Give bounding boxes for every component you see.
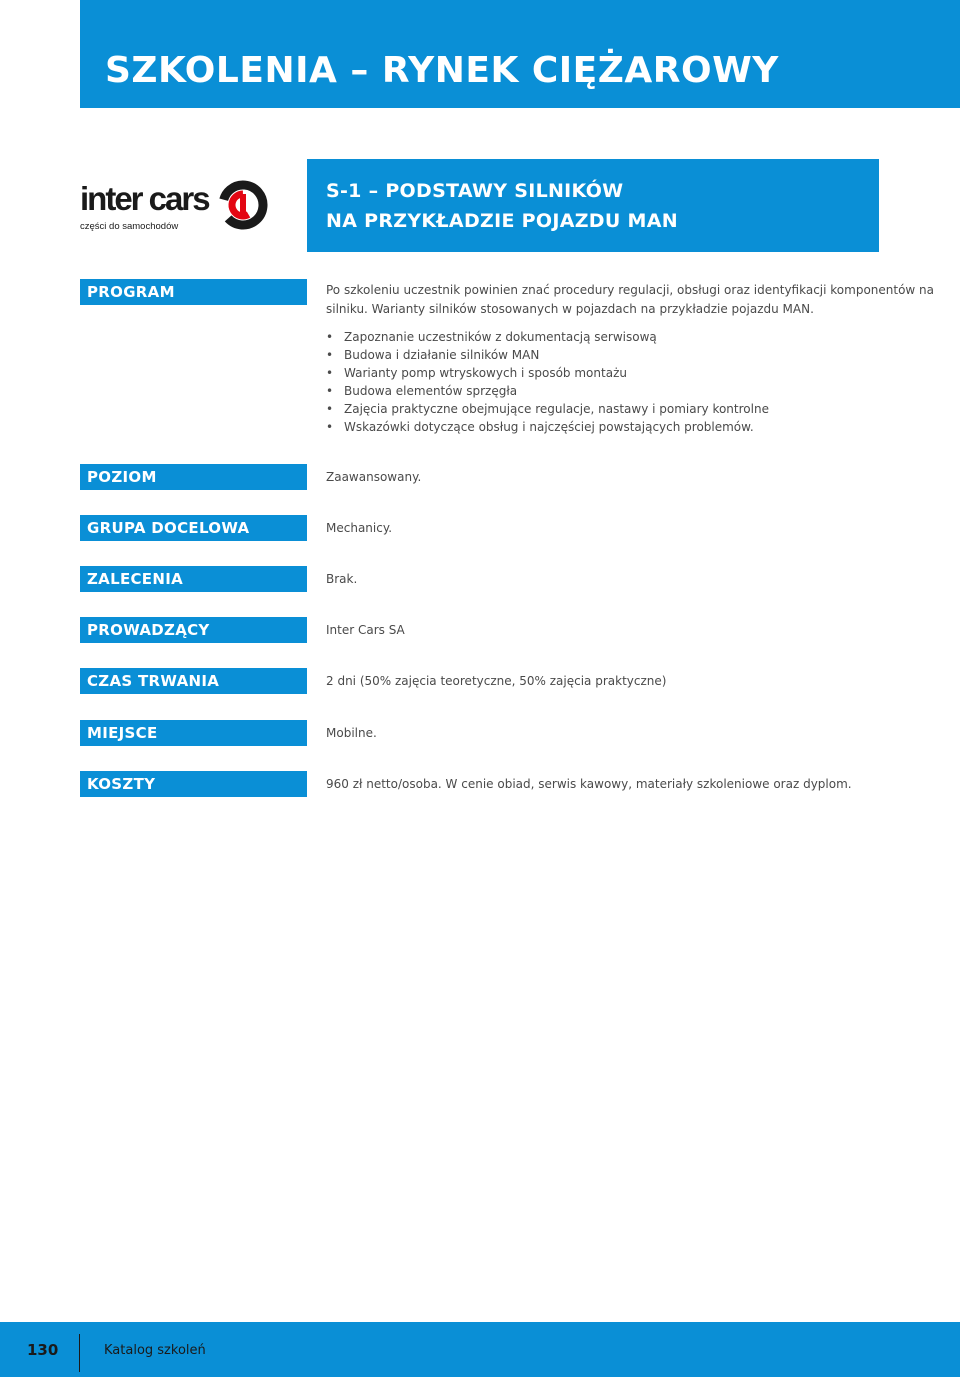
footer-band — [0, 1322, 960, 1377]
list-item: • Wskazówki dotyczące obsług i najczęściej powstających problemów. — [326, 420, 754, 434]
logo-wordmark: inter cars — [80, 180, 209, 217]
prowadzacy-value: Inter Cars SA — [326, 623, 405, 637]
zalecenia-value: Brak. — [326, 572, 358, 586]
list-item: • Warianty pomp wtryskowych i sposób montażu — [326, 366, 627, 380]
footer-divider — [79, 1334, 80, 1372]
miejsce-label: MIEJSCE — [80, 720, 307, 746]
program-content — [326, 281, 935, 436]
czas-trwania-value: 2 dni (50% zajęcia teoretyczne, 50% zajęcia praktyczne) — [326, 674, 667, 688]
program-label: PROGRAM — [80, 279, 307, 305]
grupa-docelowa-value: Mechanicy. — [326, 521, 393, 535]
poziom-label: POZIOM — [80, 464, 307, 490]
miejsce-value: Mobilne. — [326, 726, 377, 740]
czas-trwania-label: CZAS TRWANIA — [80, 668, 307, 694]
header-band — [80, 0, 960, 108]
prowadzacy-label: PROWADZĄCY — [80, 617, 307, 643]
list-item: • Budowa elementów sprzęgła — [326, 384, 518, 398]
koszty-label: KOSZTY — [80, 771, 307, 797]
course-title-line-2: NA PRZYKŁADZIE POJAZDU MAN — [326, 210, 678, 232]
poziom-value: Zaawansowany. — [326, 470, 422, 484]
bullet-icon: • — [326, 420, 334, 434]
logo-tagline: części do samochodów — [80, 221, 179, 232]
program-intro-line-2: silniku. Warianty silników stosowanych w pojazdach na przykładzie pojazdu MAN. — [326, 302, 814, 316]
program-intro-line-1: Po szkoleniu uczestnik powinien znać procedury regulacji, obsługi oraz identyfikacji komponentów na — [326, 283, 935, 297]
course-title-box — [307, 159, 879, 252]
inter-cars-logo — [80, 180, 270, 235]
bullet-icon: • — [326, 366, 334, 380]
logo-mark-icon — [218, 180, 268, 230]
zalecenia-label: ZALECENIA — [80, 566, 307, 592]
list-item: • Zapoznanie uczestników z dokumentacją serwisową — [326, 330, 657, 344]
bullet-icon: • — [326, 384, 334, 398]
page-number: 130 — [27, 1341, 59, 1359]
course-title-line-1: S-1 – PODSTAWY SILNIKÓW — [326, 180, 624, 202]
program-list — [326, 328, 886, 436]
list-item: • Budowa i działanie silników MAN — [326, 348, 540, 362]
bullet-icon: • — [326, 402, 334, 416]
koszty-value: 960 zł netto/osoba. W cenie obiad, serwis kawowy, materiały szkoleniowe oraz dyplom. — [326, 777, 852, 791]
page-title: SZKOLENIA – RYNEK CIĘŻAROWY — [105, 50, 779, 91]
bullet-icon: • — [326, 348, 334, 362]
bullet-icon: • — [326, 330, 334, 344]
catalog-title: Katalog szkoleń — [104, 1343, 206, 1358]
grupa-docelowa-label: GRUPA DOCELOWA — [80, 515, 307, 541]
list-item: • Zajęcia praktyczne obejmujące regulacje, nastawy i pomiary kontrolne — [326, 402, 769, 416]
